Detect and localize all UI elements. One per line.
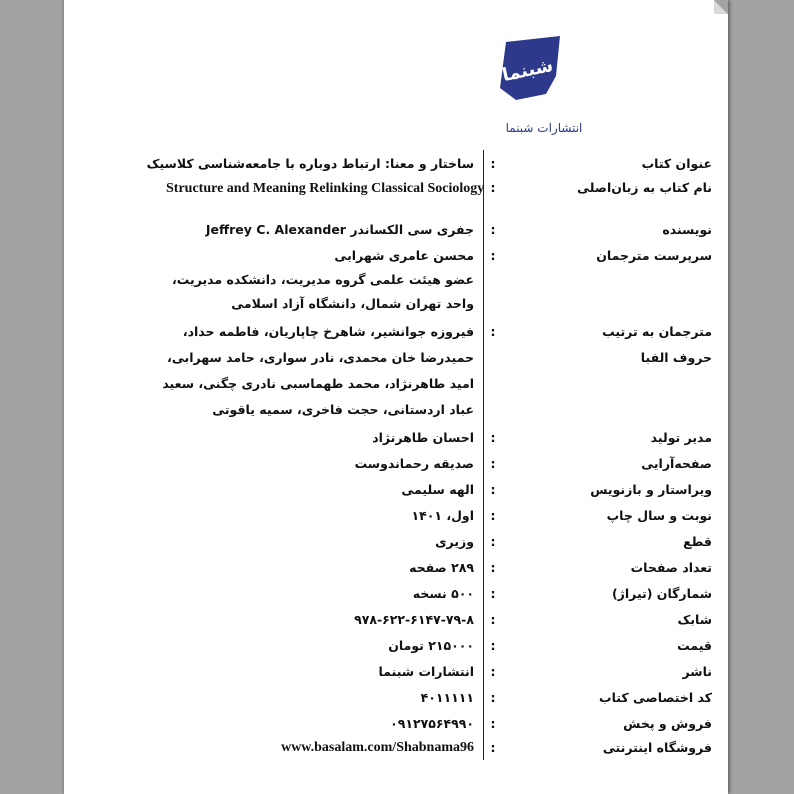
pages-value: ۲۸۹ صفحه — [409, 560, 474, 575]
layout-label: صفحه‌آرایی — [641, 456, 712, 471]
publisher-logo — [464, 32, 594, 140]
isbn-value: ۹۷۸-۶۲۲-۶۱۴۷-۷۹-۸ — [354, 612, 474, 627]
book-code-value: ۴۰۱۱۱۱۱ — [420, 690, 474, 705]
logo-mark: شبنما — [500, 54, 555, 87]
translators-label-2: حروف الفبا — [640, 350, 712, 365]
online-store-url[interactable]: www.basalam.com/Shabnama96 — [281, 740, 474, 755]
price-value: ۲۱۵۰۰۰ تومان — [388, 638, 474, 653]
translators-line-2: حمیدرضا خان محمدی، نادر سواری، حامد سهرابی، — [167, 350, 474, 365]
document-page: شبنما انتشارات شبنما عنوان کتاب : ساختار و معنا: ارتباط دوباره با جامعه‌شناسی کلاسیک نام کتاب به زبان‌اصلی : Structure and Meaning Relinking Classical Sociology نویسنده : جفری سی الکساندر Jeffrey C. Alexander سرپرست مترجمان : محسن عامری شهرابی عضو هیئت علمی گروه مدیریت، دانشکده مدیریت، واحد تهران شمال، دانشگاه آزاد اسلامی مترجمان به ترتیب : فیروزه جوانشیر، شاهرخ چاپاریان، فاطمه حداد، حروف الفبا حمیدرضا خان محمدی، نادر سواری، حامد سهرابی، امید طاهرنژاد، محمد طهماسبی نادری چگنی، سعید عباد اردستانی، حجت فاخری، سمیه یاقوتی مدیر تولید : احسان طاهرنژاد صفحه‌آرایی : صدیقه رحماندوست ویراستار و بازنویس : الهه سلیمی نوبت و سال چاپ : اول، ۱۴۰۱ قطع : وزیری تعداد صفحات : ۲۸۹ صفحه شمارگان (تیراژ) : ۵۰۰ نسخه شابک : ۹۷۸-۶۲۲-۶۱۴۷-۷۹-۸ قیمت : ۲۱۵۰۰۰ تومان ناشر : انتشارات شبنما کد اختصاصی کتاب : ۴۰۱۱۱۱۱ فروش و پخش : ۰۹۱۲۷۵۶۴۹۹۰ فروشگاه اینترنتی : www.basalam.com/Shabnama96 — [64, 0, 728, 794]
pages-label: تعداد صفحات — [630, 560, 712, 575]
original-title-value: Structure and Meaning Relinking Classical Sociology — [166, 181, 485, 196]
production-manager-value: احسان طاهرنژاد — [372, 430, 474, 445]
column-divider — [483, 150, 484, 760]
translators-line-4: عباد اردستانی، حجت فاخری، سمیه یاقوتی — [212, 402, 474, 417]
translators-label-1: مترجمان به ترتیب — [602, 324, 712, 339]
isbn-label: شابک — [677, 612, 712, 627]
format-label: قطع — [683, 534, 712, 549]
title-label: عنوان کتاب — [641, 156, 712, 171]
layout-value: صدیقه رحماندوست — [354, 456, 474, 471]
circulation-value: ۵۰۰ نسخه — [412, 586, 474, 601]
supervisor-affiliation-1: عضو هیئت علمی گروه مدیریت، دانشکده مدیریت، — [172, 272, 474, 287]
circulation-label: شمارگان (تیراژ) — [611, 586, 712, 601]
editor-label: ویراستار و بازنویس — [590, 482, 712, 497]
edition-value: اول، ۱۴۰۱ — [411, 508, 474, 523]
logo-text: انتشارات شبنما — [505, 121, 583, 135]
publisher-label: ناشر — [682, 664, 712, 679]
original-title-label: نام کتاب به زبان‌اصلی — [577, 180, 712, 195]
author-label: نویسنده — [662, 222, 712, 237]
book-code-label: کد اختصاصی کتاب — [599, 690, 712, 705]
price-label: قیمت — [677, 638, 712, 653]
page-corner-fold — [714, 0, 728, 14]
publisher-value: انتشارات شبنما — [378, 664, 474, 679]
supervisor-name: محسن عامری شهرابی — [334, 248, 474, 263]
sales-label: فروش و پخش — [623, 716, 712, 731]
author-value: جفری سی الکساندر Jeffrey C. Alexander — [205, 222, 474, 237]
format-value: وزیری — [435, 534, 474, 549]
translators-line-3: امید طاهرنژاد، محمد طهماسبی نادری چگنی، سعید — [162, 376, 474, 391]
supervisor-label: سرپرست مترجمان — [596, 248, 712, 263]
supervisor-affiliation-2: واحد تهران شمال، دانشگاه آزاد اسلامی — [231, 296, 474, 311]
sales-value: ۰۹۱۲۷۵۶۴۹۹۰ — [390, 716, 474, 731]
title-value: ساختار و معنا: ارتباط دوباره با جامعه‌شناسی کلاسیک — [146, 156, 474, 171]
editor-value: الهه سلیمی — [401, 482, 474, 497]
edition-label: نوبت و سال چاپ — [606, 508, 712, 523]
translators-line-1: فیروزه جوانشیر، شاهرخ چاپاریان، فاطمه حداد، — [182, 324, 474, 339]
production-manager-label: مدیر تولید — [650, 430, 712, 445]
online-store-label: فروشگاه اینترنتی — [602, 740, 712, 755]
